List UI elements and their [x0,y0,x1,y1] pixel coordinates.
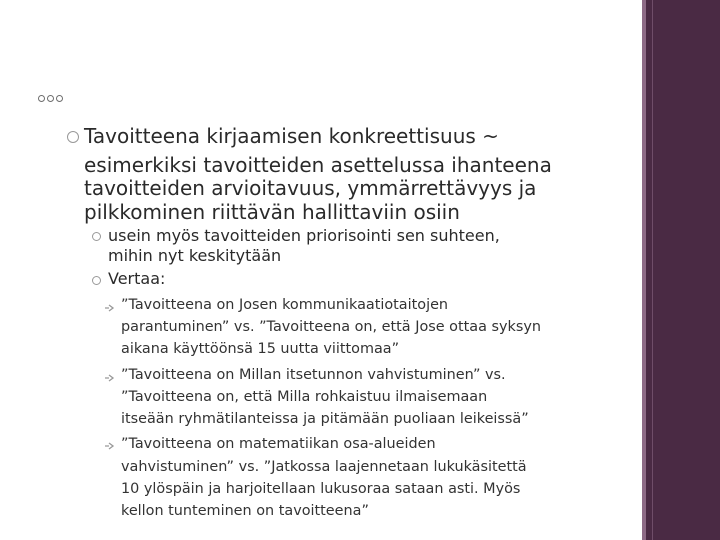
main-bullet-line: pilkkominen riittävän hallittaviin osiin [84,200,460,224]
circle-bullet-icon [67,131,79,143]
main-bullet-line: tavoitteiden arvioitavuus, ymmärrettävyys ja [84,176,537,200]
example-line: parantuminen” vs. ”Tavoitteena on, että Jose ottaa syksyn [121,319,541,335]
main-bullet-line: Tavoitteena kirjaamisen konkreettisuus ~ [84,124,499,148]
example-line: itseään ryhmätilanteissa ja pitämään puoliaan leikeissä” [121,411,529,427]
example-line: ”Tavoitteena on matematiikan osa-alueiden [121,436,436,452]
sub-bullet-line: usein myös tavoitteiden priorisointi sen suhteen, [108,226,500,245]
circle-icon [38,95,45,102]
circle-bullet-icon [92,232,101,241]
arrow-bullet-icon [104,440,116,450]
circle-icon [56,95,63,102]
main-bullet-line: esimerkiksi tavoitteiden asettelussa ihanteena [84,153,552,177]
circle-icon [47,95,54,102]
three-circles-icon [38,95,63,102]
example-line: ”Tavoitteena on Millan itsetunnon vahvistuminen” vs. [121,367,506,383]
sub-bullet-line: mihin nyt keskitytään [108,246,282,265]
example-line: ”Tavoitteena on, että Milla rohkaistuu ilmaisemaan [121,389,488,405]
arrow-bullet-icon [104,302,116,312]
sub-bullet-line: Vertaa: [108,269,166,288]
example-line: ”Tavoitteena on Josen kommunikaatiotaitojen [121,297,449,313]
example-line: vahvistuminen” vs. ”Jatkossa laajennetaan lukukäsitettä [121,459,527,475]
arrow-bullet-icon [104,372,116,382]
example-line: kellon tunteminen on tavoitteena” [121,503,369,519]
side-decoration-bar [642,0,720,540]
example-line: aikana käyttöönsä 15 uutta viittomaa” [121,341,400,357]
circle-bullet-icon [92,276,101,285]
example-line: 10 ylöspäin ja harjoitellaan lukusoraa sataan asti. Myös [121,481,521,497]
